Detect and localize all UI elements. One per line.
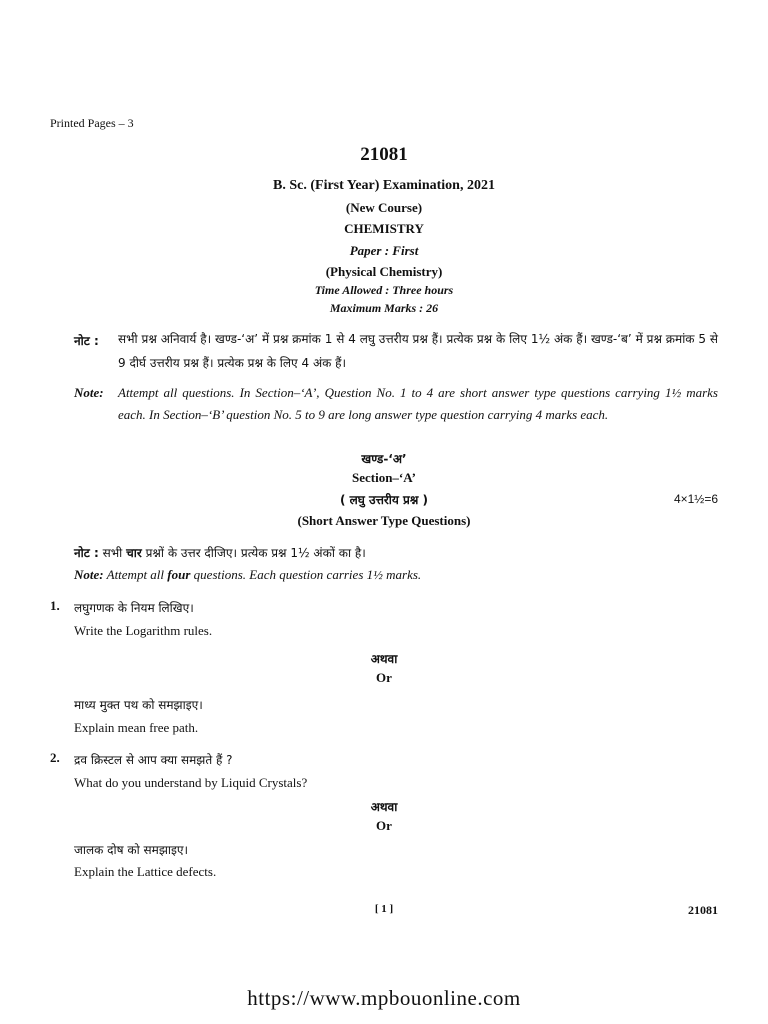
section-a-hindi-subtitle: ( लघु उत्तरीय प्रश्न ) (339, 493, 429, 507)
question-2-alt-english: Explain the Lattice defects. (74, 864, 217, 879)
course: (New Course) (345, 200, 423, 215)
section-a-note-label: Note: (74, 567, 104, 582)
section-a-hindi-note-label: नोट : (74, 546, 99, 560)
section-a-note-post: questions. Each question carries 1½ marks. (193, 567, 422, 582)
question-1-or-hindi: अथवा (370, 652, 398, 666)
question-2-hindi: द्रव क्रिस्टल से आप क्या समझते हैं ? (74, 753, 233, 767)
question-1-alt-hindi: माध्य मुक्त पथ को समझाइए। (74, 698, 203, 712)
question-2-alt-hindi: जालक दोष को समझाइए। (74, 843, 189, 857)
section-a-note-bold: four (167, 567, 191, 582)
exam-title: B. Sc. (First Year) Examination, 2021 (273, 178, 495, 193)
section-a-note-pre: Attempt all (106, 567, 165, 582)
section-a-title: Section–‘A’ (351, 470, 417, 485)
footer-paper-code: 21081 (688, 903, 718, 917)
hindi-note-label: नोट : (74, 334, 99, 348)
question-1-alt-english: Explain mean free path. (74, 720, 199, 735)
paper-title: Paper : First (349, 243, 419, 258)
hindi-note-text: सभी प्रश्न अनिवार्य है। खण्ड-‘अ’ में प्रश्न क्रमांक 1 से 4 लघु उत्तरीय प्रश्न हैं। प्रत्येक प्रश्न के लिए 1½ अंक हैं। खण्ड-‘ब’ में प्रश्न क्रमांक 5 से 9 दीर्घ उत्तरीय प्रश्न हैं। प्रत्येक प्रश्न के लिए 4 अंक हैं। (118, 332, 718, 370)
question-1-number: 1. (50, 598, 60, 613)
section-a-hindi-note-bold: चार (126, 546, 142, 560)
paper-code: 21081 (360, 144, 408, 165)
section-a-hindi-note (74, 544, 366, 561)
section-a-note (74, 567, 421, 583)
english-note-label: Note: (74, 385, 104, 400)
english-note-text: Attempt all questions. In Section–‘A’, Question No. 1 to 4 are short answer type questions carrying 1½ marks each. In Section–‘B’ question No. 5 to 9 are long answer type question carrying 4 marks each. (118, 385, 718, 422)
question-1-english: Write the Logarithm rules. (74, 623, 213, 638)
section-a-hindi-note-pre: सभी (102, 546, 123, 560)
section-a-subtitle: (Short Answer Type Questions) (297, 513, 471, 528)
website-url[interactable]: https://www.mpbouonline.com (247, 986, 521, 1010)
time-allowed: Time Allowed : Three hours (314, 283, 454, 297)
max-marks: Maximum Marks : 26 (329, 301, 439, 315)
question-1-hindi: लघुगणक के नियम लिखिए। (74, 601, 194, 615)
question-2-or-hindi: अथवा (370, 800, 398, 814)
section-a-hindi-note-post: प्रश्नों के उत्तर दीजिए। प्रत्येक प्रश्न 1½ अंकों का है। (145, 546, 366, 560)
section-a-marks: 4×1½=6 (673, 492, 718, 506)
printed-pages: Printed Pages – 3 (50, 116, 134, 130)
question-1-or: Or (376, 670, 392, 685)
paper-name: (Physical Chemistry) (325, 264, 443, 279)
question-2-or: Or (376, 818, 392, 833)
page-number: [ 1 ] (374, 903, 394, 915)
section-a-hindi-title: खण्ड-‘अ’ (361, 452, 407, 466)
question-2-number: 2. (50, 750, 60, 765)
subject: CHEMISTRY (344, 221, 424, 236)
question-2-english: What do you understand by Liquid Crystals? (74, 775, 308, 790)
